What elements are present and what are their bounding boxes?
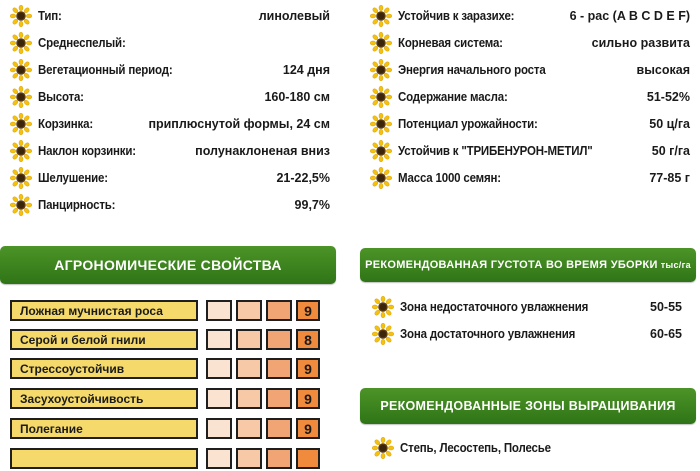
spec-value: линолевый [258,8,330,23]
density-row [372,320,682,347]
rating-score: 9 [296,418,320,439]
trait-label: Стрессоустойчив [10,358,198,379]
spec-row-husking [10,164,330,191]
spec-row-roots [370,29,690,56]
spec-value: полунаклоненая вниз [195,143,330,158]
rating-cell [206,329,232,350]
sunflower-icon [370,5,392,27]
rating-cell [236,358,262,379]
spec-row-broomrape [370,2,690,29]
density-banner [360,248,696,282]
spec-value: 6 - рас (A B C D E F) [569,8,690,23]
spec-value: 99,7% [294,197,330,212]
sunflower-icon [10,113,32,135]
spec-value: 50 ц/га [649,116,690,131]
sunflower-icon [370,113,392,135]
rating-cell [206,300,232,321]
rating-cell [266,329,292,350]
sunflower-icon [370,59,392,81]
spec-label: Наклон корзинки: [38,143,136,158]
spec-row-height [10,83,330,110]
zones-text: Степь, Лесостепь, Полесье [400,440,551,455]
sunflower-icon [10,194,32,216]
right-specs [370,2,690,191]
rating-cell [206,418,232,439]
spec-label: Вегетационный период: [38,62,173,77]
density-title: РЕКОМЕНДОВАННАЯ ГУСТОТА ВО ВРЕМЯ УБОРКИ [365,259,658,271]
sunflower-icon [370,140,392,162]
sunflower-icon [10,167,32,189]
density-label: Зона достаточного увлажнения [400,326,576,341]
sunflower-icon [10,59,32,81]
spec-row-head [10,110,330,137]
trait-row [10,416,320,441]
trait-row [10,356,320,381]
spec-label: Устойчив к заразихе: [398,8,515,23]
spec-value: 50 г/га [651,143,690,158]
trait-label-empty [10,448,198,469]
spec-row-type [10,2,330,29]
rating-cell [206,358,232,379]
spec-label: Содержание масла: [398,89,508,104]
rating-cell [236,448,262,469]
spec-value: 21-22,5% [276,170,330,185]
left-specs [10,2,330,218]
spec-label: Высота: [38,89,84,104]
spec-value: 160-180 см [264,89,330,104]
spec-row-tribenuron [370,137,690,164]
spec-label: Корневая система: [398,35,503,50]
spec-label: Корзинка: [38,116,93,131]
spec-label: Энергия начального роста [398,62,546,77]
rating-cell [236,300,262,321]
sunflower-icon [10,140,32,162]
spec-row-oil [370,83,690,110]
spec-row-early-vigor [370,56,690,83]
spec-label: Масса 1000 семян: [398,170,501,185]
density-label: Зона недостаточного увлажнения [400,299,589,314]
sunflower-icon [372,296,394,318]
spec-value: 124 дня [282,62,330,77]
trait-row-partial [10,446,320,471]
spec-label: Шелушение: [38,170,108,185]
spec-label: Потенциал урожайности: [398,116,538,131]
density-value: 50-55 [650,299,682,314]
rating-score: 9 [296,300,320,321]
spec-value: 51-52% [646,89,690,104]
rating-score [296,448,320,469]
trait-label: Серой и белой гнили [10,329,198,350]
sunflower-icon [10,32,32,54]
trait-label: Ложная мучнистая роса [10,300,198,321]
rating-score: 9 [296,358,320,379]
sunflower-icon [10,86,32,108]
sunflower-icon [372,437,394,459]
sunflower-icon [372,323,394,345]
spec-row-head-tilt [10,137,330,164]
spec-label: Среднеспелый: [38,35,126,50]
zones-row [372,434,682,461]
rating-cell [266,448,292,469]
rating-score: 8 [296,329,320,350]
sunflower-icon [370,167,392,189]
spec-row-armor [10,191,330,218]
trait-row [10,298,320,323]
rating-cell [266,388,292,409]
rating-score: 9 [296,388,320,409]
zones-banner [360,388,696,424]
spec-value: 77-85 г [649,170,690,185]
rating-cell [266,358,292,379]
rating-cell [206,388,232,409]
trait-row [10,386,320,411]
spec-label: Панцирность: [38,197,116,212]
spec-row-seed-mass [370,164,690,191]
trait-label: Полегание [10,418,198,439]
density-value: 60-65 [650,326,682,341]
agro-title: АГРОНОМИЧЕСКИЕ СВОЙСТВА [54,257,282,273]
density-row [372,293,682,320]
trait-row [10,327,320,352]
rating-cell [206,448,232,469]
spec-row-vegetation [10,56,330,83]
sunflower-icon [370,86,392,108]
spec-value: приплюснутой формы, 24 см [148,116,330,131]
spec-label: Тип: [38,8,62,23]
spec-label: Устойчив к "ТРИБЕНУРОН-МЕТИЛ" [398,143,593,158]
density-unit: тыс/га [660,260,691,270]
zones-title: РЕКОМЕНДОВАННЫЕ ЗОНЫ ВЫРАЩИВАНИЯ [380,399,676,413]
agro-banner [0,246,336,284]
spec-row-yield [370,110,690,137]
spec-value: высокая [636,62,690,77]
rating-cell [266,418,292,439]
spec-row-maturity [10,29,330,56]
sunflower-icon [10,5,32,27]
sunflower-icon [370,32,392,54]
rating-cell [236,329,262,350]
rating-cell [266,300,292,321]
rating-cell [236,388,262,409]
rating-cell [236,418,262,439]
trait-label: Засухоустойчивость [10,388,198,409]
spec-value: сильно развита [591,35,690,50]
